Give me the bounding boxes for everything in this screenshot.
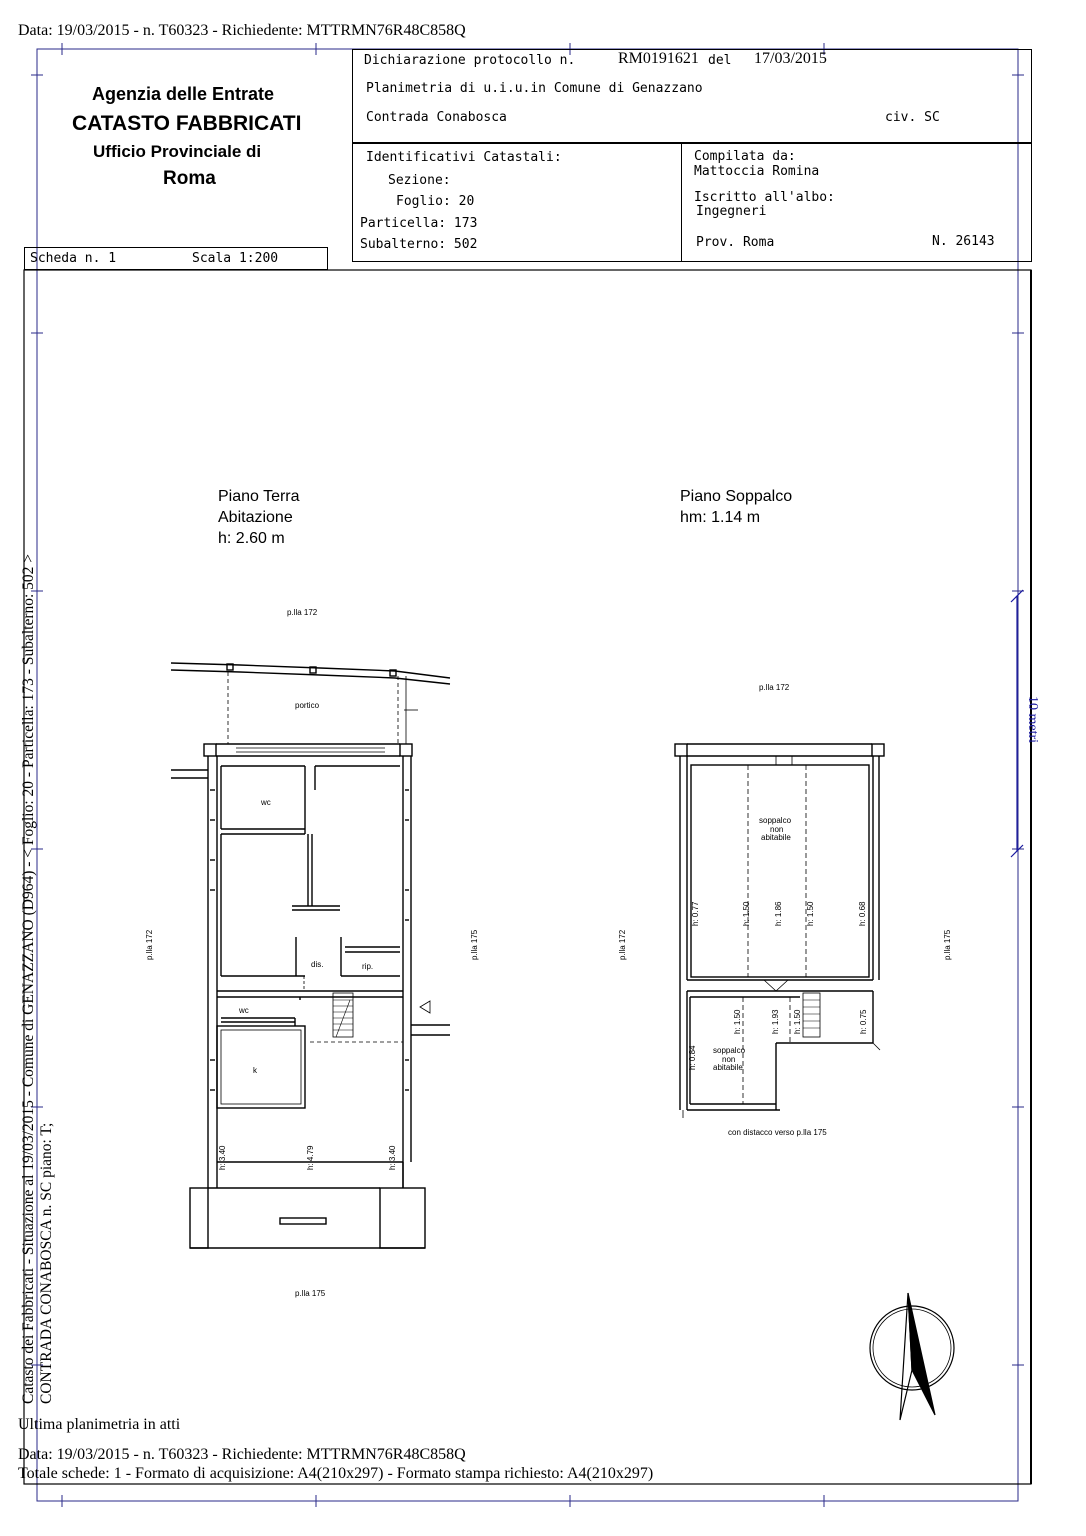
office-city: Roma [163, 168, 216, 189]
dis-label: dis. [311, 960, 324, 969]
compiler-label: Compilata da: [694, 149, 796, 164]
ground-floor-use: Abitazione [218, 509, 293, 526]
header-request-line: Data: 19/03/2015 - n. T60323 - Richiedente: MTTRMN76R48C858Q [18, 22, 466, 39]
mezz-h-150b: h: 1.50 [806, 901, 815, 926]
distacco-note: con distacco verso p.lla 175 [728, 1128, 827, 1137]
inner-frame [24, 270, 1031, 1484]
mezz-pla-172-left: p.lla 172 [618, 929, 627, 960]
scale-bar [1011, 590, 1023, 857]
mezzanine-height: hm: 1.14 m [680, 509, 761, 526]
mezz-h-084: h: 0.84 [688, 1045, 697, 1070]
ground-floor-height: h: 2.60 m [218, 530, 285, 547]
albo-value: Ingegneri [696, 204, 767, 219]
mezz-h-193: h: 1.93 [771, 1009, 780, 1034]
catasto-title: CATASTO FABBRICATI [72, 112, 302, 135]
footer-request-line: Data: 19/03/2015 - n. T60323 - Richiedente: MTTRMN76R48C858Q [18, 1446, 466, 1463]
portico-label: portico [295, 701, 320, 710]
scale-bar-label: 10 metri [1025, 696, 1040, 744]
foglio-field: Foglio: 20 [396, 194, 475, 209]
mezz-h-150c: h: 1.50 [733, 1009, 742, 1034]
mezz-h-186: h: 1.86 [774, 901, 783, 926]
pla-175-right: p.lla 175 [470, 929, 479, 960]
mezzanine-title: Piano Soppalco [680, 488, 793, 505]
office-label: Ufficio Provinciale di [93, 142, 262, 161]
mezz-room2-l1: soppalco [713, 1046, 746, 1055]
mezz-h-150a: h: 1.50 [742, 901, 751, 926]
side-situation-text: Catasto dei Fabbricati - Situazione al 19/03/2015 - Comune di GENAZZANO (D964) - < Foglio: 20 - Particella: 173 - Subalterno: 502 > [20, 553, 37, 1404]
protocol-number: RM0191621 [618, 50, 699, 67]
pla-175-bottom: p.lla 175 [295, 1289, 326, 1298]
mezz-room2-l3: abitabile [713, 1063, 743, 1072]
identifiers-title: Identificativi Catastali: [366, 150, 562, 165]
mezzanine-plan [675, 744, 884, 1118]
agency-name: Agenzia delle Entrate [92, 84, 275, 104]
planimetria-line: Planimetria di u.i.u.in Comune di Genazzano [366, 81, 703, 96]
mezz-pla-175-right: p.lla 175 [943, 929, 952, 960]
subalterno-field: Subalterno: 502 [360, 237, 478, 252]
prov-label: Prov. Roma [696, 235, 775, 250]
scheda-label: Scheda n. 1 [30, 251, 117, 266]
mezz-room1-l3: abitabile [761, 833, 791, 842]
sezione-field: Sezione: [388, 173, 451, 188]
kitchen-label: k [253, 1066, 257, 1075]
height-340-left: h: 3.40 [218, 1145, 227, 1170]
side-address-text: CONTRADA CONABOSCA n. SC piano: T; [38, 1122, 55, 1404]
wc-label-2: wc [239, 1006, 249, 1015]
rip-label: rip. [362, 962, 374, 971]
mezz-h-075: h: 0.75 [859, 1009, 868, 1034]
address-line: Contrada Conabosca [366, 110, 507, 125]
mezz-room1-l2: non [770, 825, 784, 834]
compiler-name: Mattoccia Romina [694, 164, 820, 179]
ground-floor-title: Piano Terra [218, 488, 300, 505]
pla-172-left: p.lla 172 [145, 929, 154, 960]
mezz-h-068: h: 0.68 [858, 901, 867, 926]
albo-number: N. 26143 [932, 234, 995, 249]
particella-field: Particella: 173 [360, 216, 478, 231]
albo-label: Iscritto all'albo: [694, 190, 835, 205]
height-479: h: 4.79 [306, 1145, 315, 1170]
pla-172-top: p.lla 172 [287, 608, 318, 617]
declaration-date: 17/03/2015 [754, 50, 827, 67]
height-340-right: h: 3.40 [388, 1145, 397, 1170]
scale-label: Scala 1:200 [192, 251, 279, 266]
wc-label-1: wc [261, 798, 271, 807]
north-arrow-icon [870, 1293, 954, 1420]
mezz-pla-172-top: p.lla 172 [759, 683, 790, 692]
mezz-room1-l1: soppalco [759, 816, 792, 825]
mezz-h-150d: h: 1.50 [793, 1009, 802, 1034]
civic-number: civ. SC [885, 110, 940, 125]
last-plan-note: Ultima planimetria in atti [18, 1416, 181, 1433]
mezz-room2-l2: non [722, 1055, 736, 1064]
del-label: del [708, 53, 732, 68]
footer-format-line: Totale schede: 1 - Formato di acquisizione: A4(210x297) - Formato stampa richiesto: A4(210x297) [18, 1465, 654, 1482]
protocol-label: Dichiarazione protocollo n. [364, 53, 576, 68]
mezz-h-077: h: 0.77 [691, 901, 700, 926]
